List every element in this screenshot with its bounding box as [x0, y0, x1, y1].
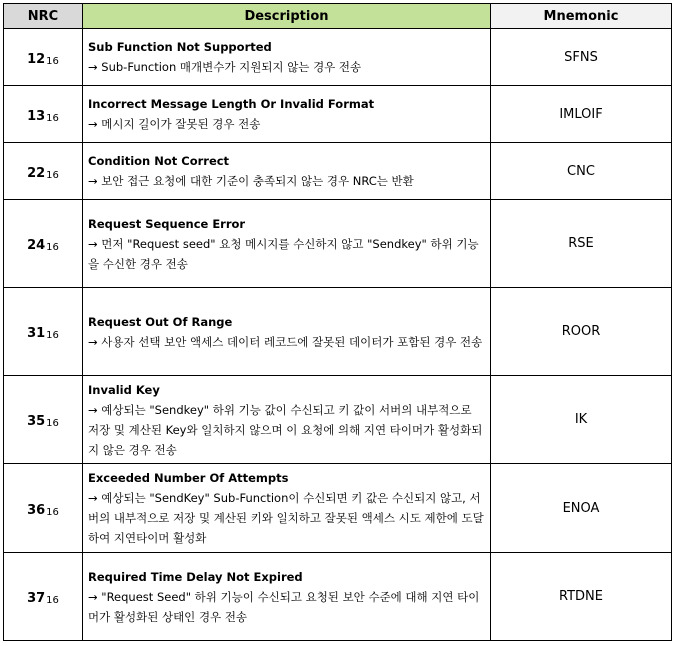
description-detail: → 예상되는 "SendKey" Sub-Function이 수신되면 키 값은 수신되지 않고, 서버의 내부적으로 저장 및 계산된 키와 일치하고 잘못된 액세스 시도 제한에 도달하여 지연타이머 활성화: [88, 491, 484, 545]
table-row: [4, 200, 672, 288]
table-row: [4, 86, 672, 143]
description-title: Sub Function Not Supported: [88, 40, 272, 54]
description-detail: → 먼저 "Request seed" 요청 메시지를 수신하지 않고 "Sendkey" 하위 기능을 수신한 경우 전송: [88, 236, 479, 271]
table-row: [4, 29, 672, 86]
description-detail: → 메시지 길이가 잘못된 경우 전송: [88, 117, 261, 131]
nrc-code: 31: [27, 326, 46, 341]
nrc-base: 16: [46, 595, 59, 606]
nrc-cell: [4, 29, 83, 86]
mnemonic-cell: ENOA: [491, 464, 672, 553]
description-cell: [83, 86, 491, 143]
description-cell: [83, 288, 491, 376]
nrc-code: 35: [27, 414, 46, 429]
description-title: Invalid Key: [88, 382, 160, 397]
table-row: [4, 288, 672, 376]
description-cell: [83, 464, 491, 553]
description-title: Exceeded Number Of Attempts: [88, 471, 289, 485]
mnemonic-cell: ROOR: [491, 288, 672, 376]
nrc-cell: [4, 376, 83, 464]
nrc-code: 13: [27, 108, 46, 124]
nrc-cell: [4, 553, 83, 641]
nrc-code: 37: [27, 591, 46, 606]
mnemonic-cell: RTDNE: [491, 553, 672, 641]
nrc-base: 16: [46, 55, 59, 67]
header-nrc: NRC: [4, 4, 83, 29]
header-row: [4, 4, 672, 29]
nrc-code: 24: [27, 238, 46, 253]
description-detail: → 사용자 선택 보안 액세스 데이터 레코드에 잘못된 데이터가 포함된 경우 전송: [88, 334, 483, 349]
nrc-cell: [4, 200, 83, 288]
description-title: Request Sequence Error: [88, 216, 246, 231]
description-cell: [83, 376, 491, 464]
nrc-code: 12: [27, 51, 46, 67]
description-detail: → "Request Seed" 하위 기능이 수신되고 요청된 보안 수준에 대해 지연 타이머가 활성화된 상태인 경우 전송: [88, 589, 480, 624]
mnemonic-cell: IK: [491, 376, 672, 464]
header-mnemonic: Mnemonic: [491, 4, 672, 29]
description-detail: → 예상되는 "Sendkey" 하위 기능 값이 수신되고 키 값이 서버의 내부적으로 저장 및 계산된 Key와 일치하지 않으며 이 요청에 의해 지연 타이머가 활성화되지 않은 경우 전송: [88, 402, 483, 457]
nrc-base: 16: [46, 418, 59, 429]
nrc-base: 16: [46, 112, 59, 124]
mnemonic-cell: CNC: [491, 143, 672, 200]
description-cell: [83, 200, 491, 288]
description-title: Condition Not Correct: [88, 154, 230, 168]
nrc-code: 36: [27, 502, 46, 518]
description-title: Incorrect Message Length Or Invalid Format: [88, 97, 375, 111]
nrc-cell: [4, 86, 83, 143]
nrc-base: 16: [46, 169, 59, 181]
mnemonic-cell: IMLOIF: [491, 86, 672, 143]
description-cell: [83, 29, 491, 86]
nrc-cell: [4, 464, 83, 553]
table-row: [4, 143, 672, 200]
description-cell: [83, 143, 491, 200]
table-row: [4, 464, 672, 553]
nrc-table: [3, 3, 672, 641]
header-description: Description: [83, 4, 491, 29]
nrc-base: 16: [46, 242, 59, 253]
table-row: [4, 553, 672, 641]
description-title: Request Out Of Range: [88, 314, 233, 329]
table-row: [4, 376, 672, 464]
description-detail: → Sub-Function 매개변수가 지원되지 않는 경우 전송: [88, 60, 362, 74]
mnemonic-cell: SFNS: [491, 29, 672, 86]
nrc-cell: [4, 143, 83, 200]
description-cell: [83, 553, 491, 641]
nrc-base: 16: [46, 330, 59, 341]
description-title: Required Time Delay Not Expired: [88, 569, 303, 584]
nrc-cell: [4, 288, 83, 376]
description-detail: → 보안 접근 요청에 대한 기준이 충족되지 않는 경우 NRC는 반환: [88, 174, 414, 188]
nrc-code: 22: [27, 165, 46, 181]
nrc-base: 16: [46, 506, 59, 518]
mnemonic-cell: RSE: [491, 200, 672, 288]
